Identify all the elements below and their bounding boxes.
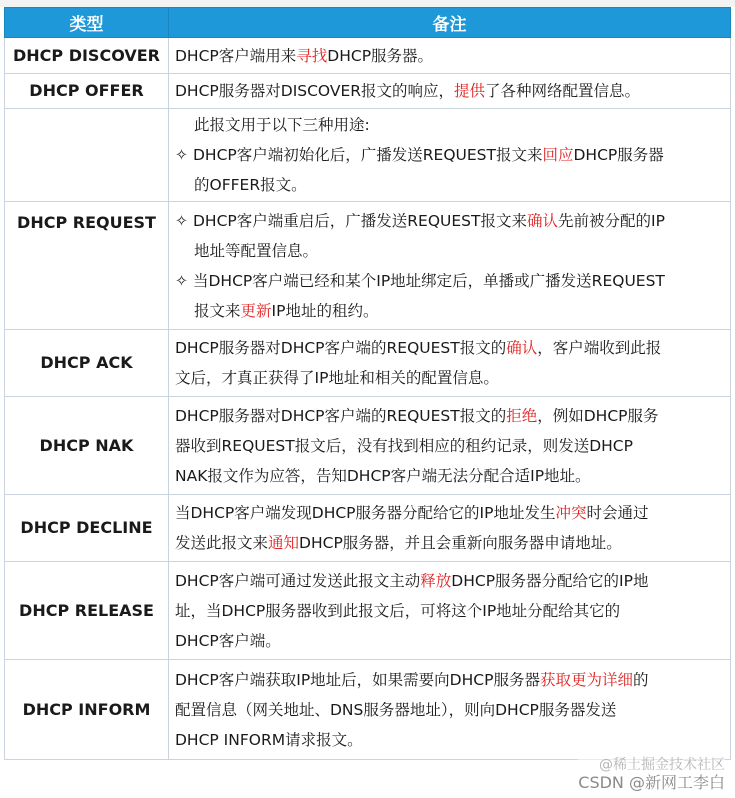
type-cell: DHCP REQUEST — [5, 202, 169, 330]
remark-cell: DHCP客户端可通过发送此报文主动释放DHCP服务器分配给它的IP地 址，当DHCP服务器收到此报文后，可将这个IP地址分配给其它的 DHCP客户端。 — [169, 562, 731, 660]
highlight-text: 确认 — [526, 211, 558, 230]
highlight-text: 回应 — [542, 146, 574, 164]
header-type: 类型 — [5, 8, 169, 38]
remark-cell: 当DHCP客户端发现DHCP服务器分配给它的IP地址发生冲突时会通过 发送此报文来通知DHCP服务器，并且会重新向服务器申请地址。 — [169, 495, 731, 562]
type-cell: DHCP OFFER — [5, 74, 169, 109]
highlight-text: 寻找 — [296, 46, 328, 65]
highlight-text: 冲突 — [555, 504, 587, 522]
type-cell: DHCP ACK — [5, 330, 169, 397]
type-cell: DHCP INFORM — [5, 660, 169, 760]
table-row — [5, 202, 731, 330]
bullet-line: ✧ DHCP客户端重启后，广播发送REQUEST报文来确认先前被分配的IP — [175, 206, 724, 236]
type-cell: DHCP DECLINE — [5, 495, 169, 562]
type-cell: DHCP NAK — [5, 397, 169, 495]
watermark-juejin: @稀土掘金技术社区 — [599, 757, 725, 773]
bullet-icon: ✧ — [175, 146, 188, 164]
table-row — [5, 38, 731, 74]
remark-cell — [169, 202, 731, 330]
highlight-text: 拒绝 — [506, 406, 538, 425]
remark-cell: DHCP客户端用来寻找DHCP服务器。 — [169, 38, 731, 74]
type-cell — [5, 109, 169, 202]
highlight-text: 获取更为详细 — [539, 670, 633, 689]
type-cell: DHCP RELEASE — [5, 562, 169, 660]
table-row — [5, 562, 731, 660]
remark-cell: DHCP服务器对DHCP客户端的REQUEST报文的确认，客户端收到此报 文后，才真正获得了IP地址和相关的配置信息。 — [169, 330, 731, 397]
bullet-continuation: 报文来更新IP地址的租约。 — [194, 301, 379, 320]
highlight-text: 提供 — [454, 82, 486, 100]
highlight-text: 释放 — [420, 571, 452, 590]
table-row — [5, 74, 731, 109]
header-remark: 备注 — [169, 8, 731, 38]
remark-cell: DHCP服务器对DISCOVER报文的响应，提供了各种网络配置信息。 — [169, 74, 731, 109]
remark-cell — [169, 109, 731, 202]
highlight-text: 确认 — [506, 339, 538, 357]
bullet-line: ✧ 当DHCP客户端已经和某个IP地址绑定后，单播或广播发送REQUEST — [175, 266, 724, 296]
bullet-icon: ✧ — [175, 211, 188, 230]
table-row — [5, 109, 731, 202]
table-row — [5, 397, 731, 495]
remark-cell: DHCP服务器对DHCP客户端的REQUEST报文的拒绝，例如DHCP服务 器收到REQUEST报文后，没有找到相应的租约记录，则发送DHCP NAK报文作为应答，告知DHCP客户端无法分配合适IP地址。 — [169, 397, 731, 495]
highlight-text: 通知 — [268, 534, 300, 552]
remark-cell: DHCP客户端获取IP地址后，如果需要向DHCP服务器获取更为详细的 配置信息（网关地址、DNS服务器地址），则向DHCP服务器发送 DHCP INFORM请求报文。 — [169, 660, 731, 760]
highlight-text: 更新 — [240, 301, 272, 320]
table-row — [5, 495, 731, 562]
bullet-continuation: 地址等配置信息。 — [194, 241, 319, 260]
watermark-csdn: CSDN @新网工李白 — [578, 773, 725, 792]
intro-line: 此报文用于以下三种用途: — [194, 116, 370, 134]
table-row — [5, 660, 731, 760]
bullet-icon: ✧ — [175, 271, 188, 290]
dhcp-message-table — [4, 7, 731, 760]
type-cell: DHCP DISCOVER — [5, 38, 169, 74]
top-strip — [0, 0, 735, 7]
watermark — [578, 756, 725, 792]
table-row — [5, 330, 731, 397]
bullet-line: ✧ DHCP客户端初始化后，广播发送REQUEST报文来回应DHCP服务器 — [175, 140, 724, 170]
table-header-row — [5, 8, 731, 38]
bullet-continuation: 的OFFER报文。 — [194, 176, 307, 194]
